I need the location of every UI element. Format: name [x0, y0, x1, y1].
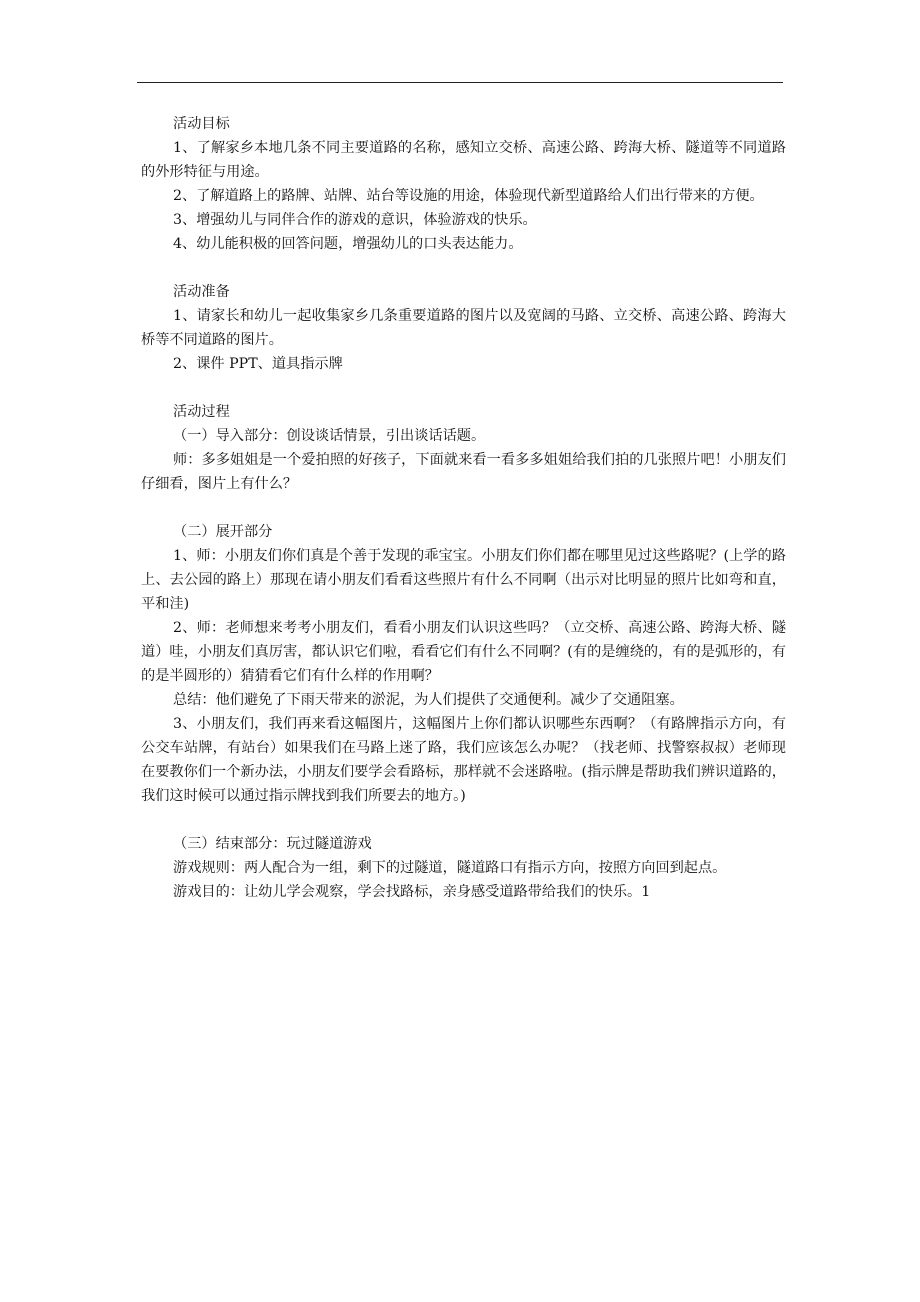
- paragraph: 游戏规则：两人配合为一组，剩下的过隧道，隧道路口有指示方向，按照方向回到起点。: [173, 860, 727, 876]
- section-ending: [141, 832, 786, 904]
- paragraph: 师：多多姐姐是一个爱拍照的好孩子，下面就来看一看多多姐姐给我们拍的几张照片吧！小朋友们仔细看，图片上有什么？: [141, 452, 786, 492]
- section-preparation: [141, 280, 786, 376]
- paragraph: 游戏目的：让幼儿学会观察，学会找路标，亲身感受道路带给我们的快乐。1: [173, 884, 651, 900]
- section-heading: （三）结束部分：玩过隧道游戏: [173, 836, 372, 852]
- paragraph: 总结：他们避免了下雨天带来的淤泥，为人们提供了交通便利。减少了交通阻塞。: [173, 692, 684, 708]
- section-development: [141, 520, 786, 808]
- section-heading: 活动准备: [173, 284, 230, 300]
- paragraph: 2、课件 PPT、道具指示牌: [173, 356, 343, 372]
- section-heading: 活动过程: [173, 404, 230, 420]
- header-rule: [137, 82, 783, 83]
- paragraph: 2、师：老师想来考考小朋友们，看看小朋友们认识这些吗？（立交桥、高速公路、跨海大桥、隧道）哇，小朋友们真厉害，都认识它们啦，看看它们有什么不同啊？(有的是缠绕的，有的是弧形的，有的是半圆形的）猜猜看它们有什么样的作用啊？: [141, 620, 786, 684]
- paragraph: 3、增强幼儿与同伴合作的游戏的意识，体验游戏的快乐。: [173, 212, 537, 228]
- paragraph: 4、幼儿能积极的回答问题，增强幼儿的口头表达能力。: [173, 236, 523, 252]
- section-goals: [141, 112, 786, 256]
- section-process: [141, 400, 786, 496]
- document-body: [141, 112, 786, 904]
- section-heading: （二）展开部分: [173, 524, 273, 540]
- paragraph: 1、师：小朋友们你们真是个善于发现的乖宝宝。小朋友们你们都在哪里见过这些路呢？(上学的路上、去公园的路上）那现在请小朋友们看看这些照片有什么不同啊（出示对比明显的照片比如弯和直，平和洼): [141, 548, 786, 612]
- paragraph: 1、了解家乡本地几条不同主要道路的名称，感知立交桥、高速公路、跨海大桥、隧道等不同道路的外形特征与用途。: [141, 140, 786, 180]
- paragraph: 1、请家长和幼儿一起收集家乡几条重要道路的图片以及宽阔的马路、立交桥、高速公路、跨海大桥等不同道路的图片。: [141, 308, 786, 348]
- paragraph: （一）导入部分：创设谈话情景，引出谈话话题。: [173, 428, 486, 444]
- paragraph: 2、了解道路上的路牌、站牌、站台等设施的用途，体验现代新型道路给人们出行带来的方便。: [173, 188, 764, 204]
- paragraph: 3、小朋友们，我们再来看这幅图片，这幅图片上你们都认识哪些东西啊？（有路牌指示方向，有公交车站牌，有站台）如果我们在马路上迷了路，我们应该怎么办呢？（找老师、找警察叔叔）老师现在要教你们一个新办法，小朋友们要学会看路标，那样就不会迷路啦。(指示牌是帮助我们辨识道路的，我们这时候可以通过指示牌找到我们所要去的地方。): [141, 716, 786, 804]
- section-heading: 活动目标: [173, 116, 230, 132]
